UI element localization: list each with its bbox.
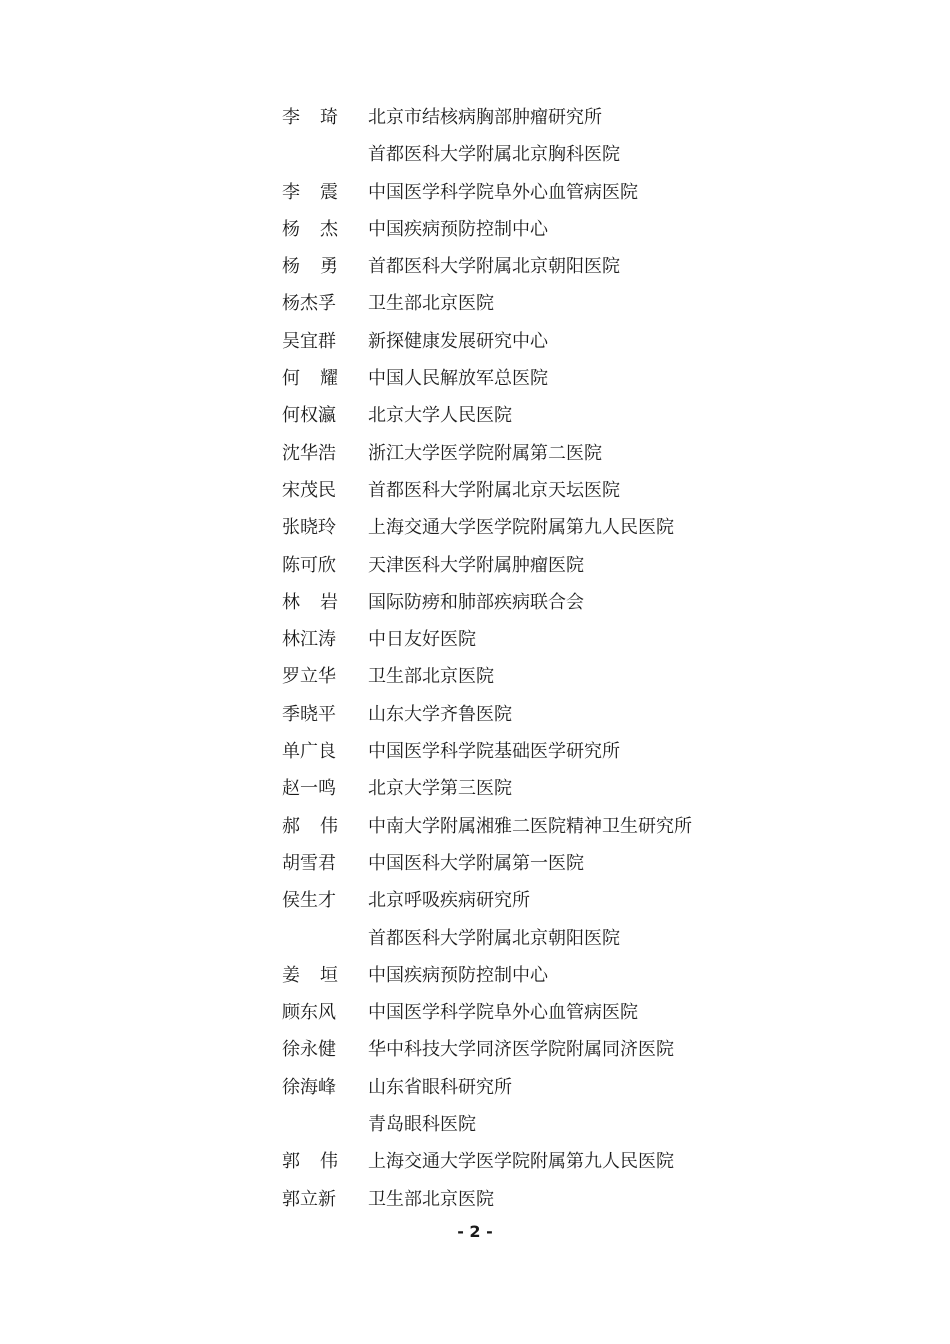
member-organization: 北京大学第三医院 [368, 778, 512, 800]
member-organization: 卫生部北京医院 [368, 666, 494, 688]
member-organization: 天津医科大学附属肿瘤医院 [368, 554, 584, 576]
list-item [282, 1069, 802, 1106]
member-name: 何权瀛 [282, 405, 336, 427]
member-name: 赵一鸣 [282, 778, 336, 800]
member-name: 杨 勇 [282, 256, 338, 278]
list-item [282, 509, 802, 546]
member-organization: 中国医学科学院阜外心血管病医院 [368, 1002, 638, 1024]
list-item [282, 211, 802, 248]
member-name: 张晓玲 [282, 517, 336, 539]
list-item [282, 733, 802, 770]
member-name: 顾东风 [282, 1002, 336, 1024]
member-name: 宋茂民 [282, 479, 336, 501]
list-item [282, 248, 802, 285]
member-name: 姜 垣 [282, 964, 338, 986]
member-name: 季晓平 [282, 703, 336, 725]
member-organization: 中国医学科学院阜外心血管病医院 [368, 181, 638, 203]
member-list [282, 99, 802, 1218]
member-organization: 中国疾病预防控制中心 [368, 964, 548, 986]
list-item [282, 845, 802, 882]
member-organization: 首都医科大学附属北京朝阳医院 [368, 927, 620, 949]
list-item [282, 397, 802, 434]
member-organization: 国际防痨和肺部疾病联合会 [368, 591, 584, 613]
member-organization: 浙江大学医学院附属第二医院 [368, 442, 602, 464]
member-organization: 北京呼吸疾病研究所 [368, 890, 530, 912]
member-organization: 首都医科大学附属北京天坛医院 [368, 479, 620, 501]
member-organization: 首都医科大学附属北京朝阳医院 [368, 256, 620, 278]
member-organization: 首都医科大学附属北京胸科医院 [368, 144, 620, 166]
member-organization: 山东省眼科研究所 [368, 1076, 512, 1098]
member-name: 吴宜群 [282, 330, 336, 352]
member-name: 林江涛 [282, 629, 336, 651]
list-item [282, 136, 802, 173]
list-item [282, 957, 802, 994]
list-item [282, 621, 802, 658]
member-organization: 中国医科大学附属第一医院 [368, 852, 584, 874]
member-name: 何 耀 [282, 368, 338, 390]
member-organization: 中国人民解放军总医院 [368, 368, 548, 390]
list-item [282, 472, 802, 509]
member-name: 杨杰孚 [282, 293, 336, 315]
list-item [282, 808, 802, 845]
member-name: 徐海峰 [282, 1076, 336, 1098]
member-organization: 山东大学齐鲁医院 [368, 703, 512, 725]
list-item [282, 174, 802, 211]
list-item [282, 1181, 802, 1218]
member-organization: 卫生部北京医院 [368, 1188, 494, 1210]
member-organization: 青岛眼科医院 [368, 1114, 476, 1136]
list-item [282, 696, 802, 733]
list-item [282, 770, 802, 807]
list-item [282, 584, 802, 621]
list-item [282, 658, 802, 695]
member-organization: 北京市结核病胸部肿瘤研究所 [368, 107, 602, 128]
member-name: 郝 伟 [282, 815, 338, 837]
member-name: 胡雪君 [282, 852, 336, 874]
member-name: 侯生才 [282, 890, 336, 912]
list-item [282, 360, 802, 397]
member-organization: 中南大学附属湘雅二医院精神卫生研究所 [368, 815, 692, 837]
member-organization: 中国疾病预防控制中心 [368, 218, 548, 240]
list-item [282, 323, 802, 360]
member-name: 林 岩 [282, 591, 338, 613]
member-organization: 上海交通大学医学院附属第九人民医院 [368, 517, 674, 539]
member-name: 李 震 [282, 181, 338, 203]
list-item [282, 920, 802, 957]
member-organization: 新探健康发展研究中心 [368, 330, 548, 352]
member-name: 罗立华 [282, 666, 336, 688]
member-name: 郭立新 [282, 1188, 336, 1210]
list-item [282, 1106, 802, 1143]
list-item [282, 882, 802, 919]
member-name: 陈可欣 [282, 554, 336, 576]
member-organization: 中国医学科学院基础医学研究所 [368, 741, 620, 763]
page-number: - 2 - [457, 1222, 493, 1241]
member-name: 杨 杰 [282, 218, 338, 240]
list-item [282, 285, 802, 322]
member-name: 沈华浩 [282, 442, 336, 464]
list-item [282, 994, 802, 1031]
member-name: 李 琦 [282, 107, 338, 128]
list-item [282, 1143, 802, 1180]
list-item [282, 435, 802, 472]
list-item [282, 547, 802, 584]
list-item [282, 99, 802, 136]
member-organization: 上海交通大学医学院附属第九人民医院 [368, 1151, 674, 1173]
member-organization: 卫生部北京医院 [368, 293, 494, 315]
list-item [282, 1031, 802, 1068]
member-organization: 北京大学人民医院 [368, 405, 512, 427]
member-name: 单广良 [282, 741, 336, 763]
member-name: 徐永健 [282, 1039, 336, 1061]
member-organization: 中日友好医院 [368, 629, 476, 651]
member-name: 郭 伟 [282, 1151, 338, 1173]
member-organization: 华中科技大学同济医学院附属同济医院 [368, 1039, 674, 1061]
